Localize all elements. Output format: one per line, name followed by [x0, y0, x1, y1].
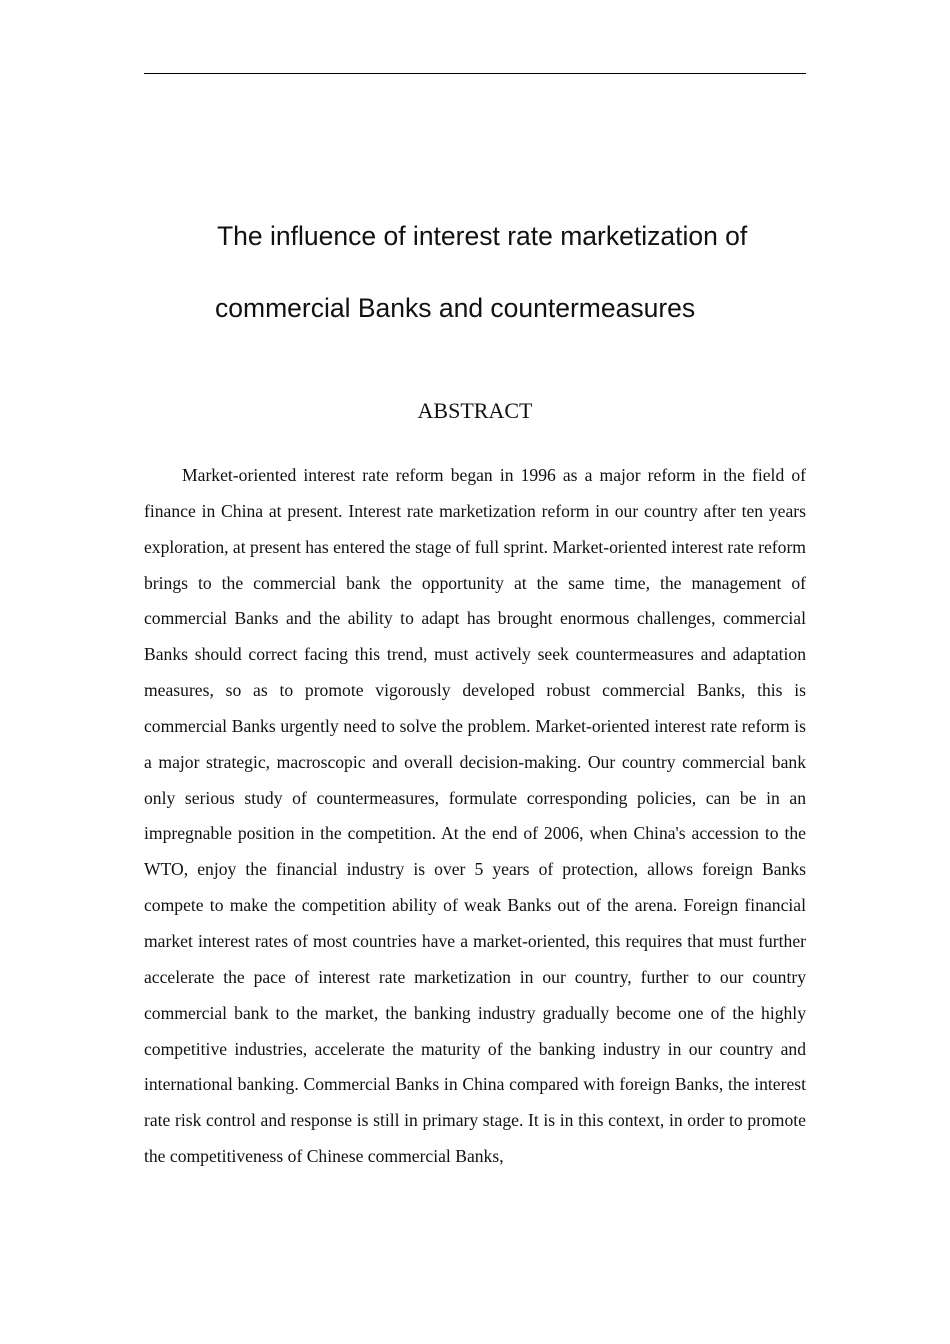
title-line-2: commercial Banks and countermeasures	[215, 293, 696, 323]
abstract-paragraph: Market-oriented interest rate reform began in 1996 as a major reform in the field of finance in China at present. Interest rate marketization reform in our country after ten years exploration, at present has entered the stage of full sprint. Market-oriented interest rate reform brings to the commercial bank the opportunity at the same time, the management of commercial Banks and the ability to adapt has brought enormous challenges, commercial Banks should correct facing this trend, must actively seek countermeasures and adaptation measures, so as to promote vigorously developed robust commercial Banks, this is commercial Banks urgently need to solve the problem. Market-oriented interest rate reform is a major strategic, macroscopic and overall decision-making. Our country commercial bank only serious study of countermeasures, formulate corresponding policies, can be in an impregnable position in the competition. At the end of 2006, when China's accession to the WTO, enjoy the financial industry is over 5 years of protection, allows foreign Banks compete to make the competition ability of weak Banks out of the arena. Foreign financial market interest rates of most countries have a market-oriented, this requires that must further accelerate the pace of interest rate marketization in our country, further to our country commercial bank to the market, the banking industry gradually become one of the highly competitive industries, accelerate the maturity of the banking industry in our country and international banking. Commercial Banks in China compared with foreign Banks, the interest rate risk control and response is still in primary stage. It is in this context, in order to promote the competitiveness of Chinese commercial Banks,	[144, 465, 806, 1167]
abstract-heading: ABSTRACT	[417, 398, 533, 423]
document-title	[144, 200, 806, 344]
header-rule	[144, 73, 806, 74]
title-line-1: The influence of interest rate marketization of	[217, 221, 748, 251]
